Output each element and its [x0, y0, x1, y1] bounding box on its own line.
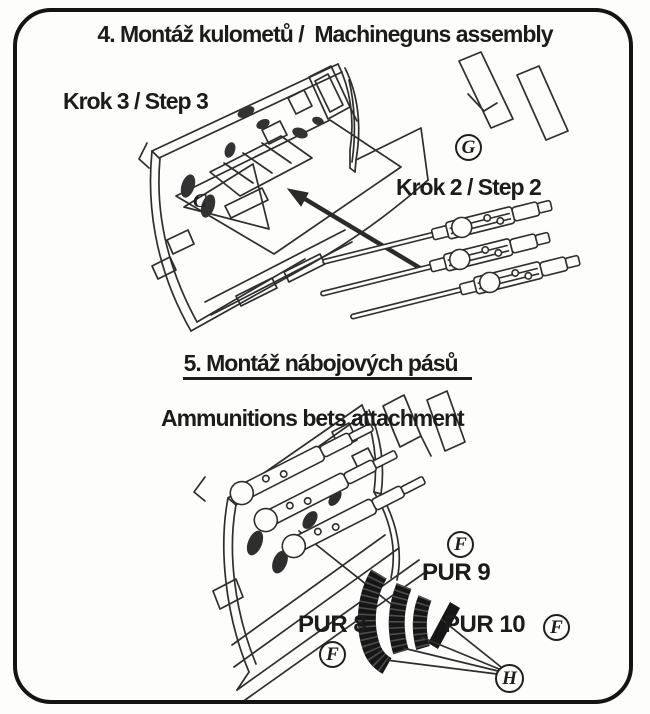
- step2-label: Krok 2 / Step 2: [396, 174, 541, 200]
- part-letter-f: F: [326, 644, 339, 665]
- section5-title-en: Ammunitions bets attachment: [161, 405, 464, 432]
- section4-title: 4. Montáž kulometů / Machineguns assembly: [97, 21, 553, 47]
- part-letter-h-badge: [495, 664, 524, 693]
- ammo-belts: [367, 574, 425, 666]
- section5-title: [161, 327, 472, 479]
- machineguns-cluster-step2: [319, 195, 582, 326]
- step3-label: Krok 3 / Step 3: [63, 88, 208, 114]
- part-letter-f: F: [454, 534, 467, 555]
- drawing-letter-c: C: [193, 190, 207, 212]
- section5-title-cs: 5. Montáž nábojových pásů: [183, 351, 472, 380]
- part-letter-f: F: [550, 617, 563, 638]
- part-letter-g: G: [461, 137, 476, 158]
- part-letter-g-badge: [455, 134, 482, 161]
- part-letter-f-badge-pur8: [319, 641, 346, 668]
- part-label-pur9: PUR 9: [422, 559, 491, 586]
- part-label-pur8: PUR 8: [298, 611, 367, 638]
- part-letter-h: H: [502, 668, 517, 689]
- part-letter-f-badge-pur9: [447, 531, 474, 558]
- part-label-pur10: PUR 10: [444, 611, 526, 638]
- part-letter-f-badge-pur10: [543, 614, 570, 641]
